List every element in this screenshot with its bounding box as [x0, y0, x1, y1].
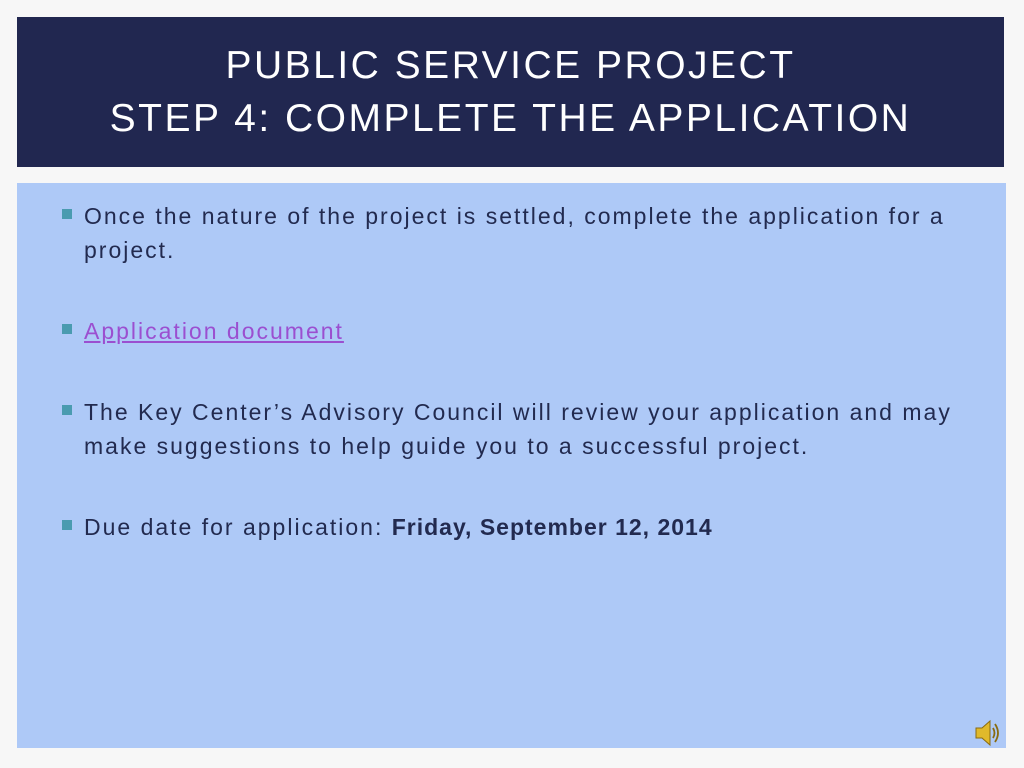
due-date-label: Due date for application:: [84, 514, 392, 540]
bullet-item-application-document: [62, 314, 972, 348]
square-bullet-icon: [62, 209, 72, 219]
square-bullet-icon: [62, 405, 72, 415]
bullet-text: Once the nature of the project is settled, complete the application for a project.: [84, 203, 945, 263]
due-date-value: Friday, September 12, 2014: [391, 514, 713, 540]
bullet-list: [62, 199, 972, 591]
bullet-item-due-date: [62, 510, 972, 544]
bullet-text: The Key Center’s Advisory Council will review your application and may make suggestions to help guide you to a successful project.: [84, 399, 952, 459]
speaker-icon[interactable]: [974, 718, 1000, 748]
content-panel: [17, 183, 1006, 748]
slide-title-line-1: PUBLIC SERVICE PROJECT: [225, 44, 796, 87]
title-bar: [17, 17, 1004, 167]
square-bullet-icon: [62, 520, 72, 530]
application-document-link[interactable]: Application document: [84, 318, 344, 344]
bullet-item-project-settled: [62, 199, 972, 267]
bullet-item-advisory-council: [62, 395, 972, 463]
square-bullet-icon: [62, 324, 72, 334]
slide-title-line-2: STEP 4: COMPLETE THE APPLICATION: [109, 97, 912, 140]
